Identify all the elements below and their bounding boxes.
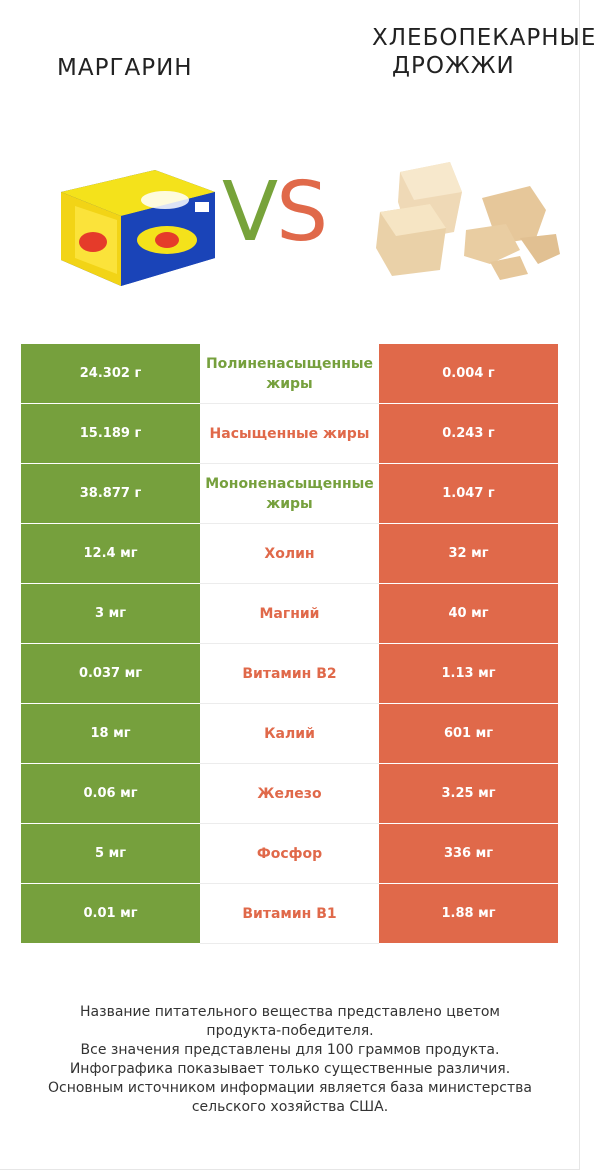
nutrient-name: Витамин B1 <box>200 884 379 944</box>
nutrient-name: Магний <box>200 584 379 644</box>
right-value: 1.88 мг <box>379 884 558 944</box>
left-value: 0.037 мг <box>21 644 200 704</box>
table-row <box>21 824 558 884</box>
table-row <box>21 524 558 584</box>
nutrient-name: Полиненасыщенные жиры <box>200 344 379 404</box>
table-row <box>21 884 558 944</box>
left-value: 12.4 мг <box>21 524 200 584</box>
nutrient-name: Мононенасыщенные жиры <box>200 464 379 524</box>
table-row <box>21 404 558 464</box>
right-product-title <box>372 24 596 80</box>
left-value: 5 мг <box>21 824 200 884</box>
margarine-pack-icon <box>55 162 225 290</box>
yeast-cubes-icon <box>370 152 565 292</box>
left-value: 0.06 мг <box>21 764 200 824</box>
left-value: 38.877 г <box>21 464 200 524</box>
right-product-title-line1: ХЛЕБОПЕКАРНЫЕ <box>372 25 597 51</box>
footer-notes <box>20 1003 560 1117</box>
right-product-title-line2: ДРОЖЖИ <box>392 53 515 79</box>
table-row <box>21 464 558 524</box>
table-row <box>21 704 558 764</box>
footer-line: Все значения представлены для 100 граммов продукта. <box>80 1042 500 1058</box>
comparison-table <box>21 344 558 944</box>
vs-s-letter: S <box>276 165 327 260</box>
left-value: 15.189 г <box>21 404 200 464</box>
right-value: 1.047 г <box>379 464 558 524</box>
nutrient-name: Железо <box>200 764 379 824</box>
right-value: 40 мг <box>379 584 558 644</box>
right-value: 0.004 г <box>379 344 558 404</box>
left-value: 0.01 мг <box>21 884 200 944</box>
footer-line: сельского хозяйства США. <box>191 1099 389 1115</box>
nutrient-name: Фосфор <box>200 824 379 884</box>
table-row <box>21 764 558 824</box>
footer-line: продукта-победителя. <box>206 1023 374 1039</box>
vs-label <box>222 165 327 260</box>
right-value: 3.25 мг <box>379 764 558 824</box>
nutrient-name: Калий <box>200 704 379 764</box>
left-value: 18 мг <box>21 704 200 764</box>
left-value: 24.302 г <box>21 344 200 404</box>
table-row <box>21 344 558 404</box>
footer-line: Основным источником информации является база министерства <box>48 1080 532 1096</box>
footer-line: Инфографика показывает только существенные различия. <box>69 1061 511 1077</box>
right-value: 601 мг <box>379 704 558 764</box>
right-value: 0.243 г <box>379 404 558 464</box>
left-product-title: МАРГАРИН <box>57 55 193 81</box>
nutrient-name: Насыщенные жиры <box>200 404 379 464</box>
right-value: 336 мг <box>379 824 558 884</box>
right-value: 1.13 мг <box>379 644 558 704</box>
nutrient-name: Витамин B2 <box>200 644 379 704</box>
left-value: 3 мг <box>21 584 200 644</box>
table-row <box>21 644 558 704</box>
table-row <box>21 584 558 644</box>
right-value: 32 мг <box>379 524 558 584</box>
nutrient-name: Холин <box>200 524 379 584</box>
footer-line: Название питательного вещества представлено цветом <box>80 1004 500 1020</box>
vs-v-letter: V <box>222 165 277 260</box>
